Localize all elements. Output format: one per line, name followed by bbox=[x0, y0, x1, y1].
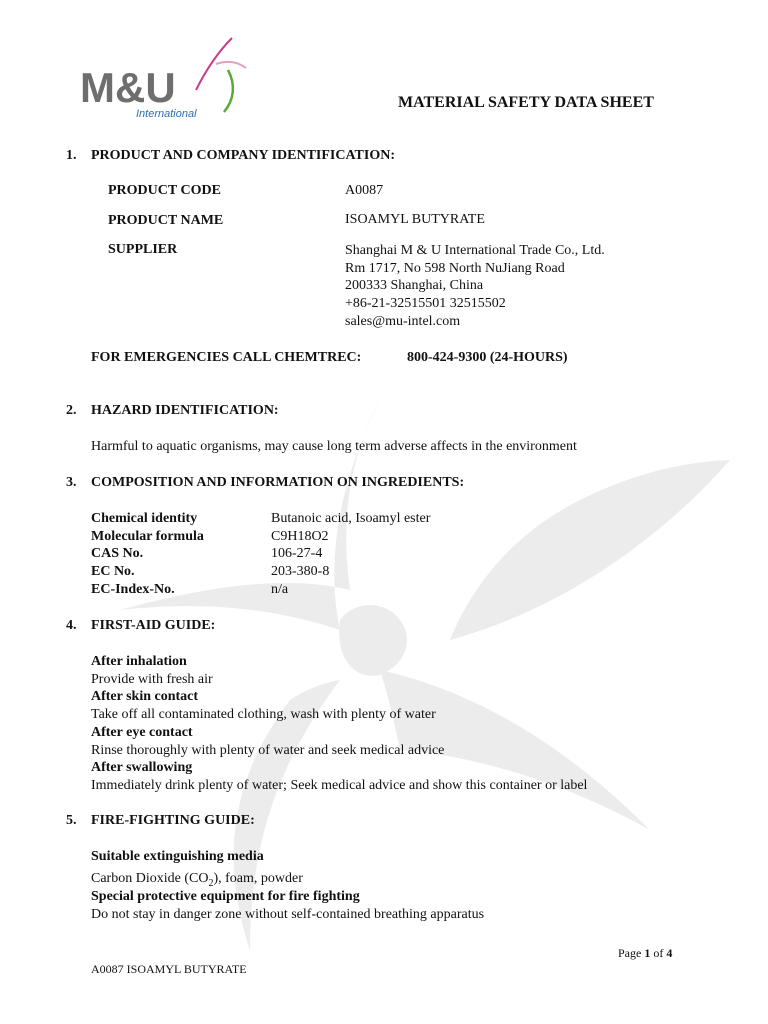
composition-labels bbox=[91, 510, 204, 599]
extinguishing-media-text bbox=[91, 871, 303, 889]
section-title: COMPOSITION AND INFORMATION ON INGREDIENTS: bbox=[91, 475, 465, 490]
supplier-line: 200333 Shanghai, China bbox=[345, 278, 484, 294]
protective-equipment-text: Do not stay in danger zone without self-contained breathing apparatus bbox=[91, 907, 485, 922]
first-aid-item-text: Immediately drink plenty of water; Seek medical advice and show this container or label bbox=[91, 777, 588, 793]
current-page: 1 bbox=[644, 946, 651, 960]
section-heading-2 bbox=[66, 403, 279, 419]
emergency-number: 800-424-9300 (24-HOURS) bbox=[407, 350, 568, 365]
composition-label: Chemical identity bbox=[91, 511, 198, 526]
first-aid-item-label: After swallowing bbox=[91, 760, 193, 776]
supplier-line: +86-21-32515501 32515502 bbox=[345, 296, 506, 312]
section-number: 1. bbox=[66, 148, 77, 163]
section-number: 4. bbox=[66, 618, 77, 633]
composition-value: Butanoic acid, Isoamyl ester bbox=[271, 511, 431, 526]
emergency-label: FOR EMERGENCIES CALL CHEMTREC: bbox=[91, 350, 362, 365]
section-heading-5 bbox=[66, 813, 255, 829]
first-aid-item-text: Provide with fresh air bbox=[91, 671, 213, 687]
hazard-text: Harmful to aquatic organisms, may cause long term adverse affects in the environment bbox=[91, 439, 577, 454]
first-aid-item-label: After eye contact bbox=[91, 724, 193, 740]
composition-label: Molecular formula bbox=[91, 528, 204, 544]
footer-doc-ref: A0087 ISOAMYL BUTYRATE bbox=[91, 962, 247, 976]
section-heading-3 bbox=[66, 475, 464, 491]
page-separator: of bbox=[650, 946, 667, 960]
supplier-line: Rm 1717, No 598 North NuJiang Road bbox=[345, 260, 565, 276]
section-title: PRODUCT AND COMPANY IDENTIFICATION: bbox=[91, 148, 395, 163]
page-prefix: Page bbox=[618, 946, 645, 960]
section-number: 5. bbox=[66, 813, 77, 828]
first-aid-item-text: Take off all contaminated clothing, wash with plenty of water bbox=[91, 707, 436, 723]
section-number: 3. bbox=[66, 475, 77, 490]
supplier-label: SUPPLIER bbox=[108, 242, 178, 257]
supplier-email: sales@mu-intel.com bbox=[345, 313, 461, 329]
svg-text:M&U: M&U bbox=[80, 64, 176, 111]
composition-value: C9H18O2 bbox=[271, 528, 329, 544]
first-aid-item-text: Rinse thoroughly with plenty of water and seek medical advice bbox=[91, 742, 445, 758]
media-text-part: Carbon Dioxide (CO bbox=[91, 871, 209, 886]
product-name-value: ISOAMYL BUTYRATE bbox=[345, 212, 485, 227]
company-logo bbox=[78, 30, 248, 125]
extinguishing-media-label: Suitable extinguishing media bbox=[91, 849, 264, 864]
section-title: FIRE-FIGHTING GUIDE: bbox=[91, 813, 255, 828]
section-title: FIRST-AID GUIDE: bbox=[91, 618, 216, 633]
product-code-value: A0087 bbox=[345, 183, 384, 198]
composition-label: CAS No. bbox=[91, 546, 144, 562]
document-title: MATERIAL SAFETY DATA SHEET bbox=[398, 94, 654, 111]
media-text-part: ), foam, powder bbox=[213, 871, 303, 886]
protective-equipment-label: Special protective equipment for fire fighting bbox=[91, 889, 360, 904]
section-heading-4 bbox=[66, 618, 215, 634]
first-aid-item-label: After inhalation bbox=[91, 654, 187, 669]
supplier-address bbox=[345, 242, 605, 331]
svg-text:International: International bbox=[136, 108, 197, 120]
section-title: HAZARD IDENTIFICATION: bbox=[91, 403, 279, 418]
first-aid-list bbox=[91, 653, 587, 795]
composition-value: 106-27-4 bbox=[271, 546, 323, 562]
section-number: 2. bbox=[66, 403, 77, 418]
media-text-subscript: 2 bbox=[208, 877, 214, 889]
product-name-label: PRODUCT NAME bbox=[108, 213, 224, 228]
page-number bbox=[618, 946, 672, 961]
composition-value: 203-380-8 bbox=[271, 564, 330, 580]
total-pages: 4 bbox=[666, 946, 673, 960]
composition-values bbox=[271, 510, 430, 599]
composition-label: EC No. bbox=[91, 564, 135, 580]
composition-value: n/a bbox=[271, 581, 289, 597]
composition-label: EC-Index-No. bbox=[91, 581, 175, 597]
product-code-label: PRODUCT CODE bbox=[108, 183, 221, 198]
supplier-line: Shanghai M & U International Trade Co., Ltd. bbox=[345, 243, 605, 258]
first-aid-item-label: After skin contact bbox=[91, 689, 199, 705]
section-heading-1 bbox=[66, 148, 395, 164]
